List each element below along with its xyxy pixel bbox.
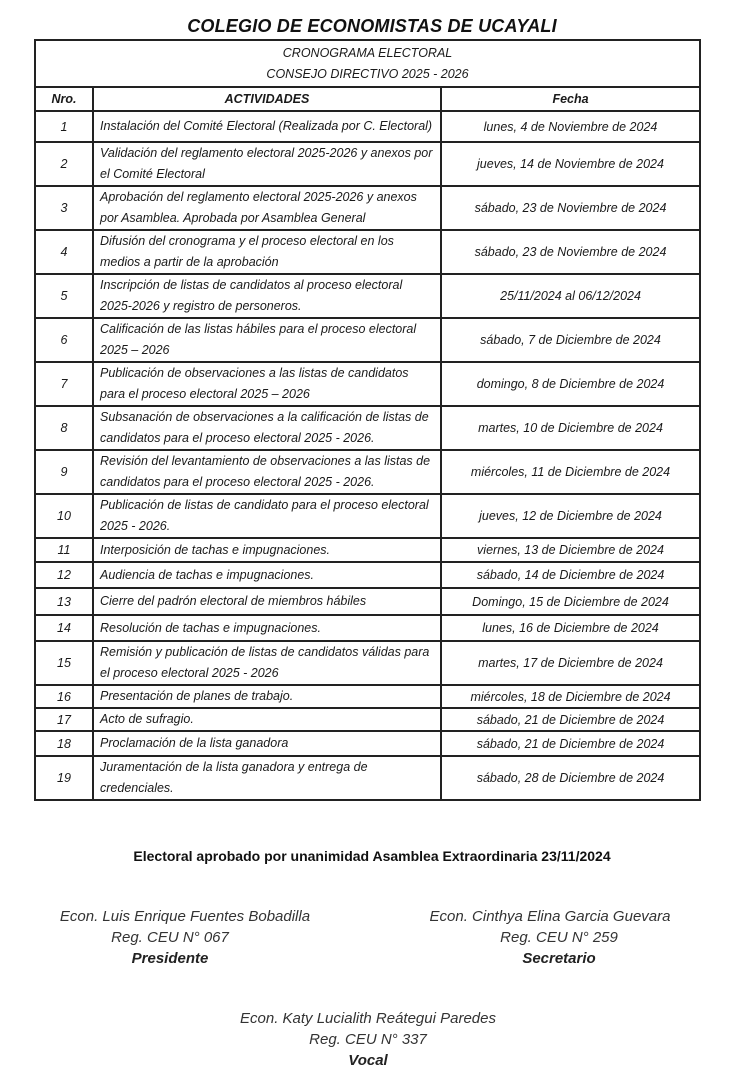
schedule-rows	[35, 111, 700, 800]
row-number: 10	[35, 494, 93, 538]
row-date: 25/11/2024 al 06/12/2024	[441, 274, 700, 318]
row-date: miércoles, 18 de Diciembre de 2024	[441, 685, 700, 708]
signatory-role: Secretario	[522, 950, 596, 967]
signatory-role: Vocal	[348, 1052, 388, 1069]
signatory-name: Econ. Cinthya Elina Garcia Guevara	[429, 908, 671, 925]
row-date: jueves, 12 de Diciembre de 2024	[441, 494, 700, 538]
row-number: 13	[35, 588, 93, 615]
row-activity: Remisión y publicación de listas de candidatos válidas para el proceso electoral 2025 - 2026	[93, 641, 441, 685]
column-header-actividades: ACTIVIDADES	[93, 87, 441, 111]
row-activity: Inscripción de listas de candidatos al proceso electoral 2025-2026 y registro de personeros.	[93, 274, 441, 318]
table-row	[35, 615, 700, 641]
signatory-reg: Reg. CEU N° 259	[500, 929, 618, 946]
table-row	[35, 230, 700, 274]
row-date: martes, 10 de Diciembre de 2024	[441, 406, 700, 450]
row-number: 16	[35, 685, 93, 708]
table-row	[35, 588, 700, 615]
table-row	[35, 562, 700, 588]
row-activity: Subsanación de observaciones a la calificación de listas de candidatos para el proceso electoral 2025 - 2026.	[93, 406, 441, 450]
table-row	[35, 685, 700, 708]
row-number: 7	[35, 362, 93, 406]
row-activity: Publicación de observaciones a las listas de candidatos para el proceso electoral 2025 – 2026	[93, 362, 441, 406]
row-date: viernes, 13 de Diciembre de 2024	[441, 538, 700, 562]
table-title-line1: CRONOGRAMA ELECTORAL	[282, 45, 453, 60]
row-activity: Publicación de listas de candidato para el proceso electoral 2025 - 2026.	[93, 494, 441, 538]
table-row	[35, 450, 700, 494]
column-header-nro: Nro.	[35, 87, 93, 111]
signatory-vocal	[210, 1008, 526, 1071]
column-header-fecha: Fecha	[441, 87, 700, 111]
signatory-name: Econ. Katy Lucialith Reátegui Paredes	[240, 1010, 496, 1027]
row-date: sábado, 14 de Diciembre de 2024	[441, 562, 700, 588]
table-row	[35, 318, 700, 362]
row-date: domingo, 8 de Diciembre de 2024	[441, 362, 700, 406]
table-row	[35, 708, 700, 731]
row-number: 18	[35, 731, 93, 756]
table-row	[35, 362, 700, 406]
signatory-presidente	[30, 906, 340, 969]
row-date: sábado, 28 de Diciembre de 2024	[441, 756, 700, 800]
table-title-line2: CONSEJO DIRECTIVO 2025 - 2026	[266, 66, 469, 81]
row-activity: Juramentación de la lista ganadora y entrega de credenciales.	[93, 756, 441, 800]
row-activity: Instalación del Comité Electoral (Realizada por C. Electoral)	[93, 111, 441, 142]
row-number: 14	[35, 615, 93, 641]
row-activity: Interposición de tachas e impugnaciones.	[93, 538, 441, 562]
row-activity: Validación del reglamento electoral 2025-2026 y anexos por el Comité Electoral	[93, 142, 441, 186]
row-activity: Aprobación del reglamento electoral 2025-2026 y anexos por Asamblea. Aprobada por Asamblea General	[93, 186, 441, 230]
row-number: 15	[35, 641, 93, 685]
signatory-reg: Reg. CEU N° 337	[309, 1031, 427, 1048]
signatory-secretario	[400, 906, 700, 969]
row-number: 17	[35, 708, 93, 731]
signatory-reg: Reg. CEU N° 067	[111, 929, 229, 946]
table-row	[35, 538, 700, 562]
table-row	[35, 142, 700, 186]
row-number: 3	[35, 186, 93, 230]
row-date: Domingo, 15 de Diciembre de 2024	[441, 588, 700, 615]
row-activity: Cierre del padrón electoral de miembros hábiles	[93, 588, 441, 615]
row-activity: Calificación de las listas hábiles para el proceso electoral 2025 – 2026	[93, 318, 441, 362]
table-row	[35, 756, 700, 800]
row-date: lunes, 16 de Diciembre de 2024	[441, 615, 700, 641]
row-number: 1	[35, 111, 93, 142]
row-number: 2	[35, 142, 93, 186]
row-date: sábado, 23 de Noviembre de 2024	[441, 186, 700, 230]
row-date: miércoles, 11 de Diciembre de 2024	[441, 450, 700, 494]
row-date: martes, 17 de Diciembre de 2024	[441, 641, 700, 685]
row-activity: Audiencia de tachas e impugnaciones.	[93, 562, 441, 588]
table-row	[35, 406, 700, 450]
row-number: 19	[35, 756, 93, 800]
table-row	[35, 186, 700, 230]
row-date: jueves, 14 de Noviembre de 2024	[441, 142, 700, 186]
row-number: 4	[35, 230, 93, 274]
signatory-name: Econ. Luis Enrique Fuentes Bobadilla	[59, 908, 311, 925]
table-row	[35, 641, 700, 685]
row-date: lunes, 4 de Noviembre de 2024	[441, 111, 700, 142]
row-number: 9	[35, 450, 93, 494]
column-header-row	[35, 87, 700, 111]
row-date: sábado, 21 de Diciembre de 2024	[441, 731, 700, 756]
row-activity: Acto de sufragio.	[93, 708, 441, 731]
table-row	[35, 111, 700, 142]
row-activity: Presentación de planes de trabajo.	[93, 685, 441, 708]
row-number: 8	[35, 406, 93, 450]
table-row	[35, 494, 700, 538]
row-activity: Resolución de tachas e impugnaciones.	[93, 615, 441, 641]
row-number: 12	[35, 562, 93, 588]
row-number: 11	[35, 538, 93, 562]
row-date: sábado, 23 de Noviembre de 2024	[441, 230, 700, 274]
row-activity: Proclamación de la lista ganadora	[93, 731, 441, 756]
row-date: sábado, 21 de Diciembre de 2024	[441, 708, 700, 731]
row-number: 5	[35, 274, 93, 318]
row-date: sábado, 7 de Diciembre de 2024	[441, 318, 700, 362]
document-title: COLEGIO DE ECONOMISTAS DE UCAYALI	[187, 16, 557, 36]
approval-note: Electoral aprobado por unanimidad Asamblea Extraordinaria 23/11/2024	[133, 848, 611, 864]
row-activity: Revisión del levantamiento de observaciones a las listas de candidatos para el proceso electoral 2025 - 2026.	[93, 450, 441, 494]
table-row	[35, 274, 700, 318]
table-title	[35, 40, 700, 87]
signatory-role: Presidente	[131, 950, 209, 967]
row-number: 6	[35, 318, 93, 362]
table-row	[35, 731, 700, 756]
electoral-schedule-table	[34, 39, 701, 801]
row-activity: Difusión del cronograma y el proceso electoral en los medios a partir de la aprobación	[93, 230, 441, 274]
